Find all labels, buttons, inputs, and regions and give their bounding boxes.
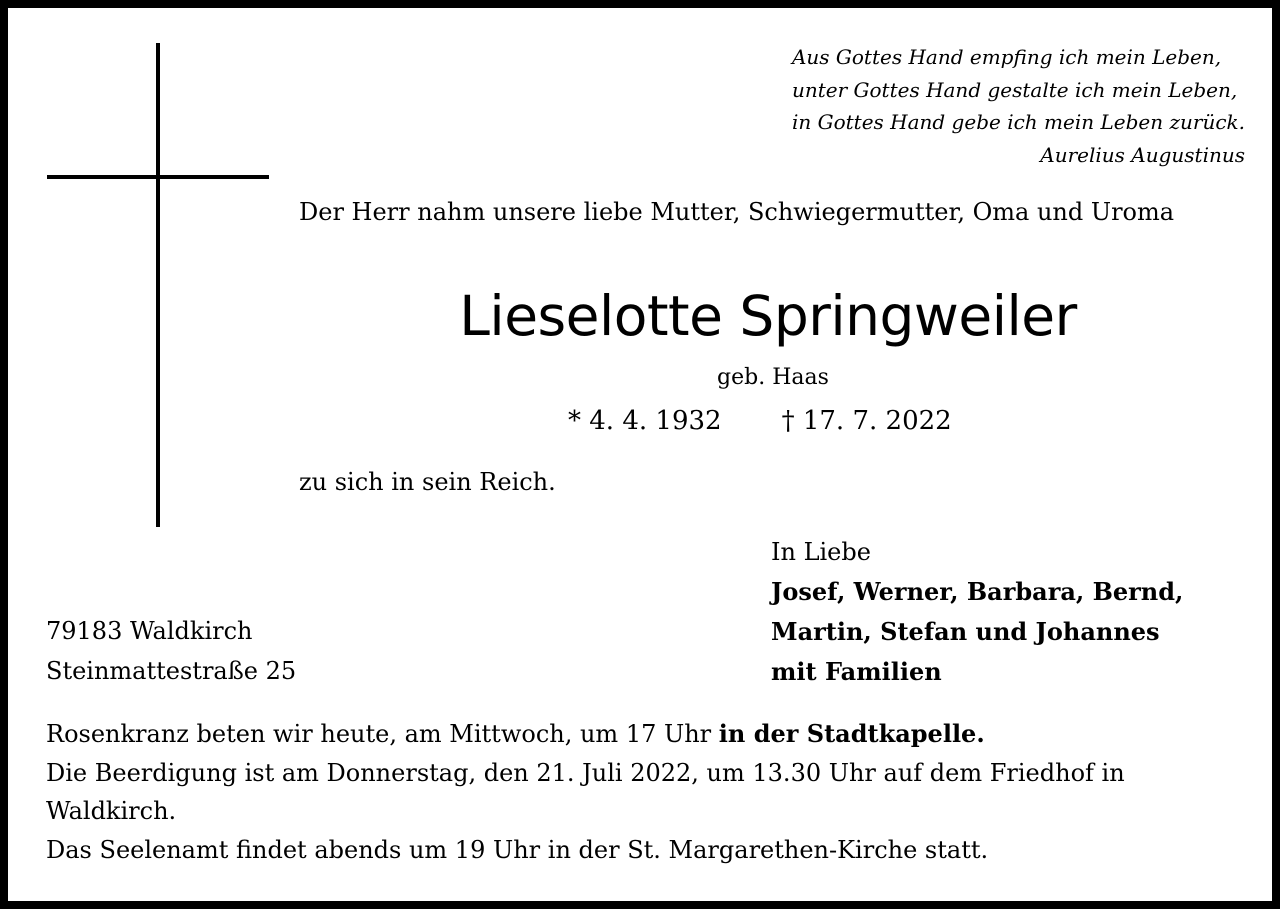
mourners-intro: In Liebe xyxy=(771,538,871,566)
obituary-notice xyxy=(8,8,1272,901)
death-date: † 17. 7. 2022 xyxy=(781,406,952,436)
quote-line: Aus Gottes Hand empfing ich mein Leben, xyxy=(791,45,1222,69)
rosary-location: in der Stadtkapelle. xyxy=(718,719,985,748)
quote-line: unter Gottes Hand gestalte ich mein Leben, xyxy=(791,77,1238,102)
closing-text: zu sich in sein Reich. xyxy=(299,468,556,496)
mourners-line: Martin, Stefan und Johannes xyxy=(771,617,1160,646)
life-dates xyxy=(568,406,952,436)
quote-line: in Gottes Hand gebe ich mein Leben zurück. xyxy=(791,110,1245,134)
mourners xyxy=(771,532,1183,692)
burial-note-line: Waldkirch. xyxy=(46,797,177,825)
intro-text: Der Herr nahm unsere liebe Mutter, Schwiegermutter, Oma und Uroma xyxy=(299,198,1175,226)
cross-icon-bar xyxy=(47,175,269,179)
burial-note-line: Die Beerdigung ist am Donnerstag, den 21. Juli 2022, um 13.30 Uhr auf dem Friedhof in xyxy=(46,758,1125,787)
address xyxy=(46,611,296,691)
rosary-note xyxy=(46,715,1125,754)
maiden-name: geb. Haas xyxy=(717,365,829,390)
address-street: Steinmattestraße 25 xyxy=(46,657,297,685)
requiem-note: Das Seelenamt findet abends um 19 Uhr in der St. Margarethen-Kirche statt. xyxy=(46,835,989,864)
mourners-line: mit Familien xyxy=(771,657,942,686)
bible-quote xyxy=(792,41,1245,171)
deceased-name: Lieselotte Springweiler xyxy=(459,284,1077,348)
mourners-line: Josef, Werner, Barbara, Bernd, xyxy=(771,577,1184,606)
quote-author: Aurelius Augustinus xyxy=(1040,142,1245,167)
birth-date: * 4. 4. 1932 xyxy=(568,406,722,436)
service-notes xyxy=(46,715,1125,869)
address-city: 79183 Waldkirch xyxy=(46,617,253,645)
rosary-text: Rosenkranz beten wir heute, am Mittwoch, um 17 Uhr xyxy=(46,720,719,748)
